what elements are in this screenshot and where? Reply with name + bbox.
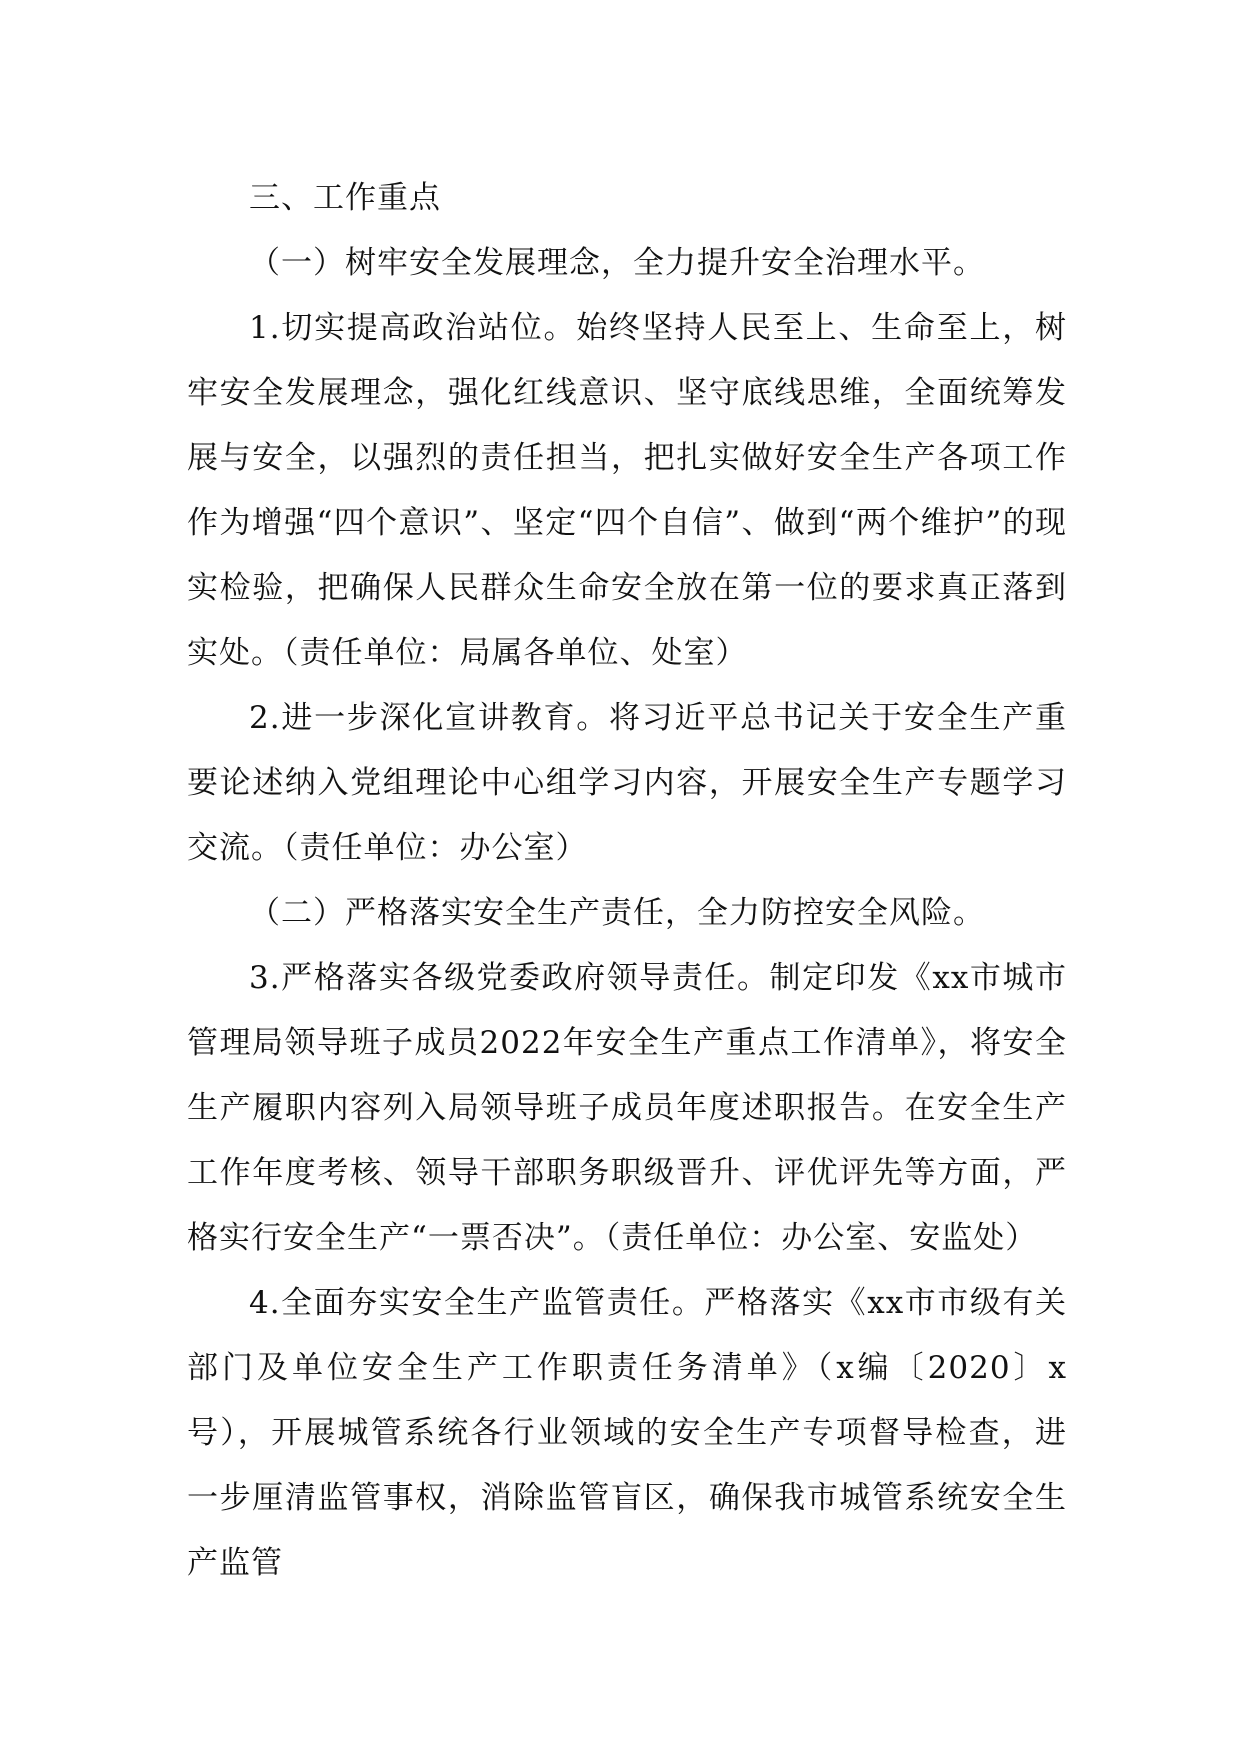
section-heading: 三、工作重点: [249, 180, 441, 216]
subheading-safety-concept: （一）树牢安全发展理念，全力提升安全治理水平。: [249, 245, 985, 281]
paragraph-item-2: 2.进一步深化宣讲教育。将习近平总书记关于安全生产重要论述纳入党组理论中心组学习内容，开展安全生产专题学习交流。（责任单位：办公室）: [187, 700, 1067, 866]
subheading-safety-responsibility: （二）严格落实安全生产责任，全力防控安全风险。: [249, 895, 985, 931]
paragraph-item-4: 4.全面夯实安全生产监管责任。严格落实《xx市市级有关部门及单位安全生产工作职责任务清单》（x编〔2020〕x号），开展城管系统各行业领域的安全生产专项督导检查，进一步厘清监管事权，消除监管盲区，确保我市城管系统安全生产监管: [187, 1285, 1067, 1581]
paragraph-item-1: 1.切实提高政治站位。始终坚持人民至上、生命至上，树牢安全发展理念，强化红线意识、坚守底线思维，全面统筹发展与安全，以强烈的责任担当，把扎实做好安全生产各项工作作为增强“四个意识”、坚定“四个自信”、做到“两个维护”的现实检验，把确保人民群众生命安全放在第一位的要求真正落到实处。（责任单位：局属各单位、处室）: [187, 310, 1067, 671]
paragraph-item-3: 3.严格落实各级党委政府领导责任。制定印发《xx市城市管理局领导班子成员2022年安全生产重点工作清单》，将安全生产履职内容列入局领导班子成员年度述职报告。在安全生产工作年度考核、领导干部职务职级晋升、评优评先等方面，严格实行安全生产“一票否决”。（责任单位：办公室、安监处）: [187, 960, 1067, 1256]
document-body: [187, 166, 1067, 1596]
